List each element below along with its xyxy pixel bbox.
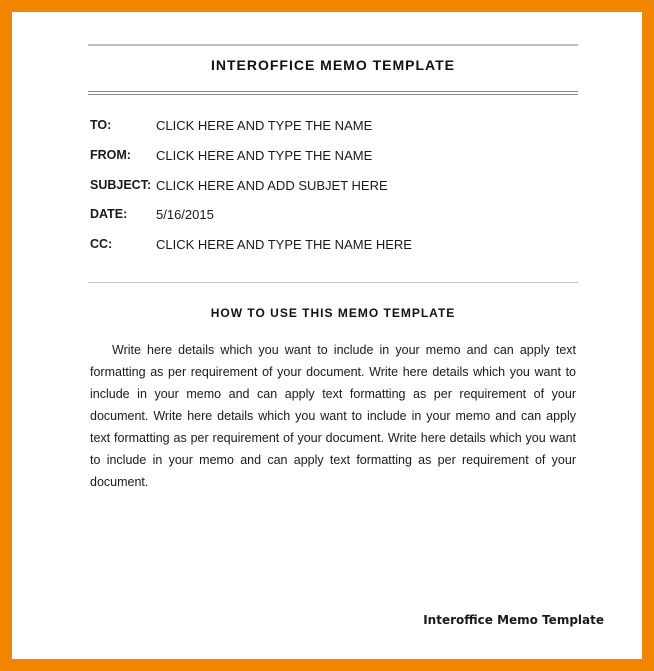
section-divider bbox=[88, 282, 578, 283]
memo-title: INTEROFFICE MEMO TEMPLATE bbox=[210, 57, 456, 73]
field-value[interactable]: CLICK HERE AND ADD SUBJET HERE bbox=[156, 178, 388, 193]
memo-body[interactable]: Write here details which you want to include in your memo and can apply text formatting as per requirement of your document. Write here details which you want to include in your memo and can apply text formatting as per requirement of your document. Write here details which you want to include in your memo and can apply text formatting as per requirement of your document. Write here details which you want to include in your memo and can apply text formatting as per requirement of your document. bbox=[90, 343, 576, 489]
caption-text: Interoffice Memo Template bbox=[423, 613, 604, 627]
field-value[interactable]: 5/16/2015 bbox=[156, 207, 214, 222]
field-label: SUBJECT: bbox=[90, 178, 152, 192]
title-double-divider bbox=[88, 91, 578, 95]
field-label: DATE: bbox=[90, 207, 128, 221]
field-label: CC: bbox=[90, 237, 113, 251]
field-label: FROM: bbox=[90, 148, 131, 162]
field-value[interactable]: CLICK HERE AND TYPE THE NAME bbox=[156, 148, 373, 163]
field-value[interactable]: CLICK HERE AND TYPE THE NAME HERE bbox=[156, 237, 412, 252]
top-divider bbox=[88, 44, 578, 46]
field-value[interactable]: CLICK HERE AND TYPE THE NAME bbox=[156, 118, 373, 133]
section-title: HOW TO USE THIS MEMO TEMPLATE bbox=[210, 306, 456, 320]
field-label: TO: bbox=[90, 118, 112, 132]
